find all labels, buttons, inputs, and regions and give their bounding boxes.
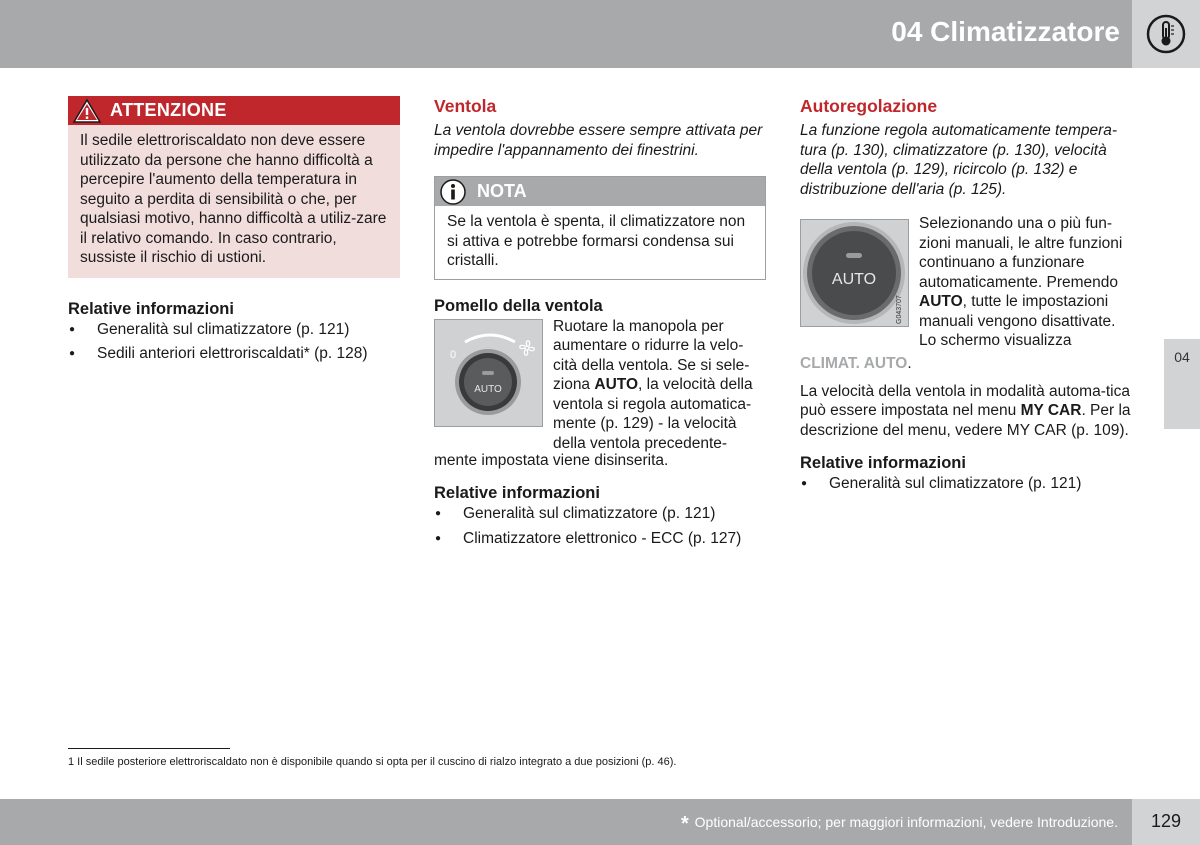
related-link[interactable]: ● Generalità sul climatizzatore (p. 121) — [800, 474, 1132, 494]
page-number-box — [1132, 799, 1200, 845]
knob-figure — [434, 319, 543, 427]
related-info-3 — [800, 454, 1132, 494]
warning-label: ATTENZIONE — [110, 100, 227, 120]
auto-text-part: Selezionando una o più fun-zioni manuali, le altre funzioni continuano a funzionare automaticamente. Premendo — [919, 215, 1123, 291]
related-heading: Relative informazioni — [800, 454, 966, 472]
knob-text-part: , la velocità della ventola si regola automatica-mente (p. 129) - la velocità della ventola precedente- — [553, 376, 753, 452]
related-link[interactable]: ● Generalità sul climatizzatore (p. 121) — [434, 504, 766, 524]
note-header — [435, 177, 765, 206]
related-link[interactable]: ● Generalità sul climatizzatore (p. 121) — [68, 320, 400, 340]
page-header — [0, 0, 1200, 68]
related-link[interactable]: ● Climatizzatore elettronico - ECC (p. 127) — [434, 529, 766, 549]
column-1 — [68, 96, 400, 369]
footnote-rule — [68, 748, 230, 749]
related-heading: Relative informazioni — [68, 299, 234, 318]
auto-intro: La funzione regola automaticamente tempera-tura (p. 130), climatizzatore (p. 130), velocità della ventola (p. 129), ricircolo (p. 132) e distribuzione dell'aria (p. 125). — [800, 122, 1118, 198]
chapter-side-tab: 04 — [1164, 339, 1200, 429]
related-info-1 — [68, 300, 400, 364]
auto-text — [919, 214, 1132, 351]
column-2 — [434, 96, 766, 553]
auto-button-label: AUTO — [831, 271, 877, 288]
related-heading: Relative informazioni — [434, 484, 600, 502]
note-label: NOTA — [477, 181, 527, 201]
note-box — [434, 176, 766, 280]
ventola-intro: La ventola dovrebbe essere sempre attivata per impedire l'appannamento dei finestrini. — [434, 122, 763, 159]
display-text: CLIMAT. AUTO — [800, 355, 908, 372]
knob-heading: Pomello della ventola — [434, 296, 603, 315]
auto-para2-bold: MY CAR — [1020, 402, 1082, 419]
auto-block — [800, 217, 1132, 367]
chapter-icon-box — [1132, 0, 1200, 68]
auto-text-part: , tutte le impostazioni manuali vengono disattivate. Lo schermo visualizza — [919, 293, 1116, 349]
footer-note-text: Optional/accessorio; per maggiori informazioni, vedere Introduzione. — [694, 814, 1118, 830]
warning-triangle-icon — [72, 98, 102, 124]
related-info-2 — [434, 484, 766, 548]
auto-text-bold: AUTO — [919, 293, 963, 310]
note-text: Se la ventola è spenta, il climatizzatore non si attiva e potrebbe formarsi condensa sui cristalli. — [447, 213, 746, 269]
related-list — [434, 504, 766, 548]
footnote: 1 Il sedile posteriore elettroriscaldato non è disponibile quando si opta per il cuscino di rialzo integrato a due posizioni (p. 46). — [68, 756, 677, 768]
auto-button-figure — [800, 219, 909, 327]
footer-star: * — [680, 813, 689, 835]
knob-text-tail: mente impostata viene disinserita. — [434, 451, 669, 469]
auto-button-illustration — [801, 220, 908, 326]
display-period: . — [907, 355, 912, 372]
thermometer-icon — [1146, 14, 1186, 54]
auto-para2-part: . Per la descrizione del menu, vedere MY CAR (p. 109). — [800, 402, 1131, 439]
related-list — [68, 320, 400, 364]
footer-note — [681, 813, 1118, 836]
page-footer — [0, 799, 1132, 845]
fan-knob-illustration — [435, 320, 542, 426]
section-heading-ventola: Ventola — [434, 96, 497, 116]
figure-code: G043707 — [896, 295, 903, 324]
knob-auto-label: AUTO — [474, 383, 502, 395]
column-3 — [800, 96, 1132, 499]
related-list — [800, 474, 1132, 494]
knob-block — [434, 317, 766, 452]
warning-header — [68, 96, 400, 125]
knob-zero-label: 0 — [450, 348, 457, 361]
knob-text — [553, 317, 766, 454]
warning-box — [68, 96, 400, 278]
knob-text-bold: AUTO — [594, 376, 639, 393]
auto-para2-part: La velocità della ventola in modalità automa-tica può essere impostata nel menu — [800, 382, 1130, 419]
warning-text: Il sedile elettroriscaldato non deve essere utilizzato da persone che hanno difficoltà a percepire l'aumento della temperatura in seguito a perdita di sensibilità o che, per qualsiasi motivo, hanno difficoltà a utiliz-zare il relativo comando. In caso contrario, sussiste il rischio di ustioni. — [80, 132, 387, 266]
section-heading-autoregolazione: Autoregolazione — [800, 96, 938, 116]
page-number: 129 — [1150, 811, 1182, 831]
auto-para2 — [800, 382, 1132, 441]
knob-text-part: Ruotare la manopola per aumentare o ridurre la velo-cità della ventola. Se si sele-ziona — [553, 317, 750, 393]
note-body — [435, 206, 765, 279]
info-icon — [439, 178, 467, 206]
warning-body — [68, 125, 400, 278]
related-link[interactable]: ● Sedili anteriori elettroriscaldati* (p. 128) — [68, 344, 400, 364]
chapter-title: 04 Climatizzatore — [891, 16, 1120, 47]
